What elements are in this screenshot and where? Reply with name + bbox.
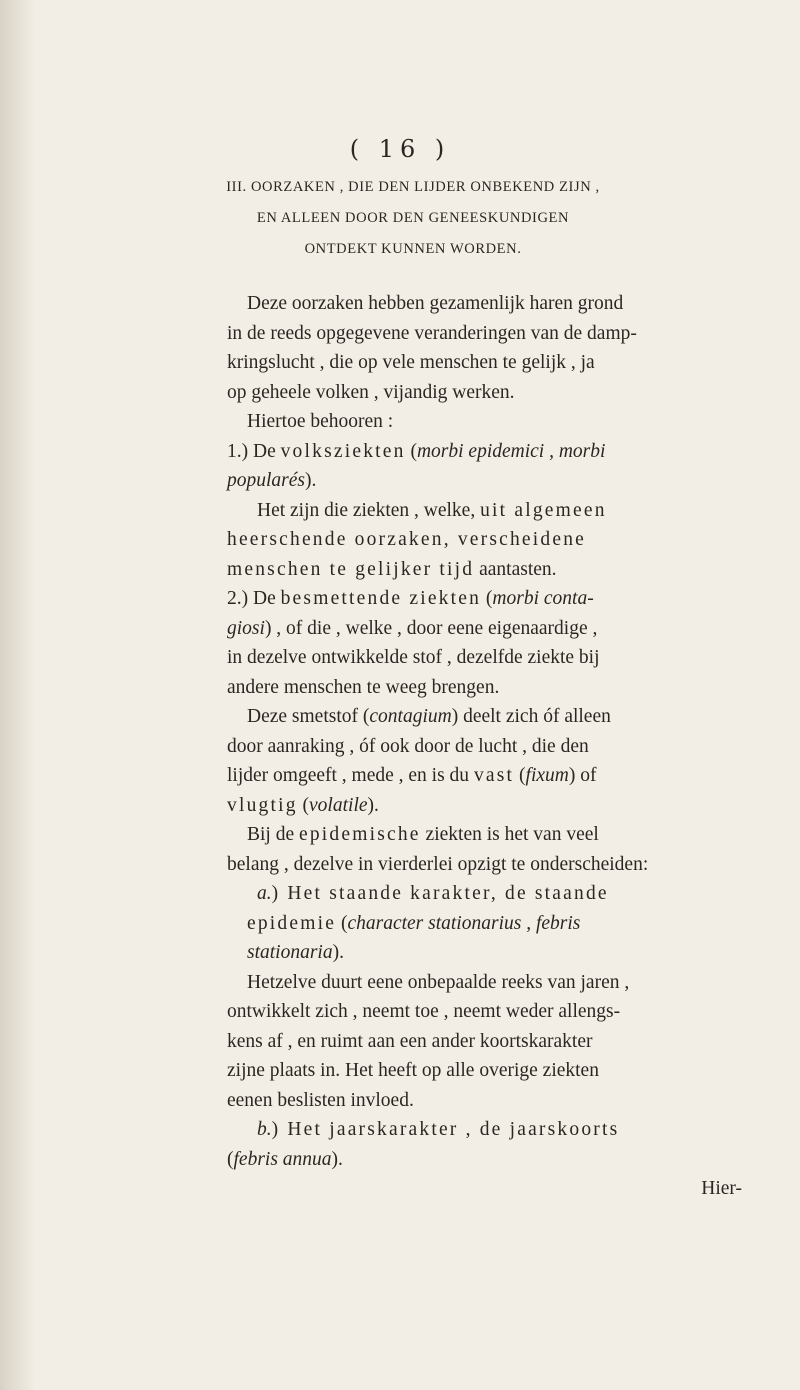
text-line <box>227 879 742 909</box>
text-line: Hetzelve duurt eene onbepaalde reeks van jaren , <box>247 971 630 993</box>
text-segment: Bij de <box>247 824 299 845</box>
text-line: belang , dezelve in vierderlei opzigt te onderscheiden: <box>227 853 649 875</box>
item-letter: b. <box>257 1119 272 1140</box>
text-line: eenen beslisten invloed. <box>227 1089 414 1111</box>
latin-term: volatile <box>309 794 368 816</box>
emphasis-spaced: besmettende ziekten <box>280 588 482 609</box>
text-segment: ) deelt zich óf alleen <box>451 706 611 727</box>
text-line <box>227 437 742 467</box>
latin-term: popularés <box>227 470 305 491</box>
text-line: Deze oorzaken hebben gezamenlijk haren grond <box>247 293 624 314</box>
emphasis-spaced: heerschende oorzaken, verscheidene <box>227 529 587 550</box>
text-segment: ) Het staande karakter, de staande <box>271 883 609 904</box>
text-segment: aantasten. <box>474 558 557 580</box>
text-line <box>227 761 742 791</box>
text-line <box>227 702 742 732</box>
text-line: in de reeds opgegevene veranderingen van de damp- <box>227 322 637 344</box>
text-line <box>227 525 742 555</box>
text-line <box>227 466 742 496</box>
text-line <box>227 1115 742 1145</box>
latin-term: morbi conta- <box>492 588 594 609</box>
catchword: Hier- <box>701 1178 742 1199</box>
item-letter: a. <box>257 883 272 904</box>
page-number: ( 16 ) <box>349 135 451 163</box>
page-edge-shadow <box>0 0 36 1390</box>
latin-term: stationaria <box>247 942 333 963</box>
text-segment: ( <box>227 1148 234 1170</box>
emphasis-spaced: uit algemeen <box>480 499 607 521</box>
text-segment: ). <box>332 942 344 963</box>
text-line <box>227 791 742 821</box>
text-segment: ). <box>331 1148 343 1170</box>
text-line <box>227 909 742 939</box>
text-line <box>227 938 742 968</box>
text-line: in dezelve ontwikkelde stof , dezelfde ziekte bij <box>227 647 600 668</box>
text-segment: ( <box>405 440 417 462</box>
emphasis-spaced: epidemie <box>247 912 337 934</box>
text-segment: 1.) De <box>227 440 281 462</box>
emphasis-spaced: vast <box>473 765 515 786</box>
text-line: door aanraking , óf ook door de lucht , die den <box>227 735 589 757</box>
latin-term: contagium <box>369 706 452 727</box>
text-segment: ( <box>481 588 493 609</box>
latin-term: febris annua <box>233 1148 332 1170</box>
text-segment: ziekten is het van veel <box>420 824 599 845</box>
text-segment: ). <box>305 470 317 491</box>
text-segment: ) Het jaarskarakter , de jaarskoorts <box>271 1119 620 1140</box>
text-segment: lijder omgeeft , mede , en is du <box>227 765 474 786</box>
emphasis-spaced: volksziekten <box>280 440 406 462</box>
text-line: op geheele volken , vijandig werken. <box>227 381 515 403</box>
text-segment: 2.) De <box>227 588 281 609</box>
text-segment: ) , of die , welke , door eene eigenaardige , <box>264 617 598 639</box>
text-segment: ( <box>297 794 310 816</box>
text-segment: ). <box>367 794 379 816</box>
text-line <box>227 584 742 614</box>
text-segment: ( <box>514 765 526 786</box>
text-segment: ) of <box>568 765 597 786</box>
text-line: kringslucht , die op vele menschen te gelijk , ja <box>227 352 595 373</box>
text-line <box>227 496 742 526</box>
emphasis-spaced: vlugtig <box>227 794 298 816</box>
emphasis-spaced: menschen te gelijker tijd <box>227 558 475 580</box>
text-line: andere menschen te weeg brengen. <box>227 676 500 698</box>
text-line: ontwikkelt zich , neemt toe , neemt weder allengs- <box>227 1001 621 1022</box>
heading-line-1: III. OORZAKEN , DIE DEN LIJDER ONBEKEND ZIJN , <box>226 179 600 195</box>
latin-term: character stationarius , febris <box>347 912 581 934</box>
text-line: kens af , en ruimt aan een ander koortskarakter <box>227 1030 593 1052</box>
latin-term: fixum <box>525 765 569 786</box>
text-segment: Deze smetstof ( <box>247 706 370 727</box>
text-line <box>227 614 742 644</box>
text-line: zijne plaats in. Het heeft op alle overige ziekten <box>227 1060 599 1081</box>
text-segment: Het zijn die ziekten , welke, <box>257 499 481 521</box>
body-text <box>227 289 742 1204</box>
heading-line-2: EN ALLEEN DOOR DEN GENEESKUNDIGEN <box>256 210 570 226</box>
text-segment: ( <box>336 912 348 934</box>
emphasis-spaced: epidemische <box>299 824 421 845</box>
text-line <box>227 555 742 585</box>
text-line <box>227 1145 742 1175</box>
text-line: Hiertoe behooren : <box>247 411 394 432</box>
latin-term: giosi <box>227 617 265 639</box>
latin-term: morbi epidemici , morbi <box>416 440 606 462</box>
text-line <box>227 820 742 850</box>
heading-line-3: ONTDEKT KUNNEN WORDEN. <box>304 241 522 257</box>
